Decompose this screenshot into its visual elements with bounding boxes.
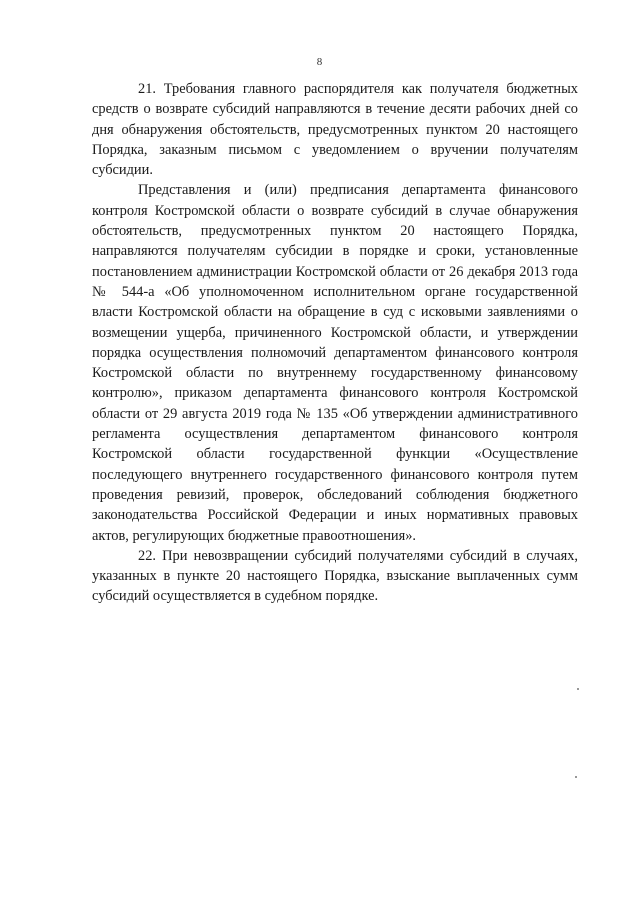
paragraph-22: 22. При невозвращении субсидий получателями субсидий в случаях, указанных в пункте 20 настоящего Порядка, взыскание выплаченных сумм субсидий осуществляется в судебном порядке. xyxy=(92,547,578,605)
scan-speck xyxy=(577,688,579,690)
scan-speck xyxy=(575,776,577,778)
paragraph-21-continued: Представления и (или) предписания департамента финансового контроля Костромской области о возврате субсидий в случае обнаружения обстоятельств, предусмотренных пунктом 20 настоящего Порядка, направляются получателям субсидии в порядке и сроки, установленные постановлением администрации Костромской области от 26 декабря 2013 года № 544-а «Об уполномоченном исполнительном органе государственной власти Костромской области на обращение в суд с исковыми заявлениями о возмещении ущерба, причиненного Костромской области, и утверждении порядка осуществления полномочий департаментом финансового контроля Костромской области по внутреннему государственному финансовому контролю», приказом департамента финансового контроля Костромской области от 29 августа 2019 года № 135 «Об утверждении административного регламента осуществления департаментом финансового контроля Костромской области государственной функции «Осуществление последующего внутреннего государственного финансового контроля путем проведения ревизий, проверок, обследований соблюдения бюджетного законодательства Российской Федерации и иных нормативных правовых актов, регулирующих бюджетные правоотношения». xyxy=(92,182,578,544)
paragraph-21: 21. Требования главного распорядителя как получателя бюджетных средств о возврате субсидий направляются в течение десяти рабочих дней со дня обнаружения обстоятельств, предусмотренных пунктом 20 настоящего Порядка, заказным письмом с уведомлением о вручении получателям субсидии. xyxy=(92,81,578,179)
document-body xyxy=(92,79,578,607)
page-number: 8 xyxy=(316,56,323,68)
